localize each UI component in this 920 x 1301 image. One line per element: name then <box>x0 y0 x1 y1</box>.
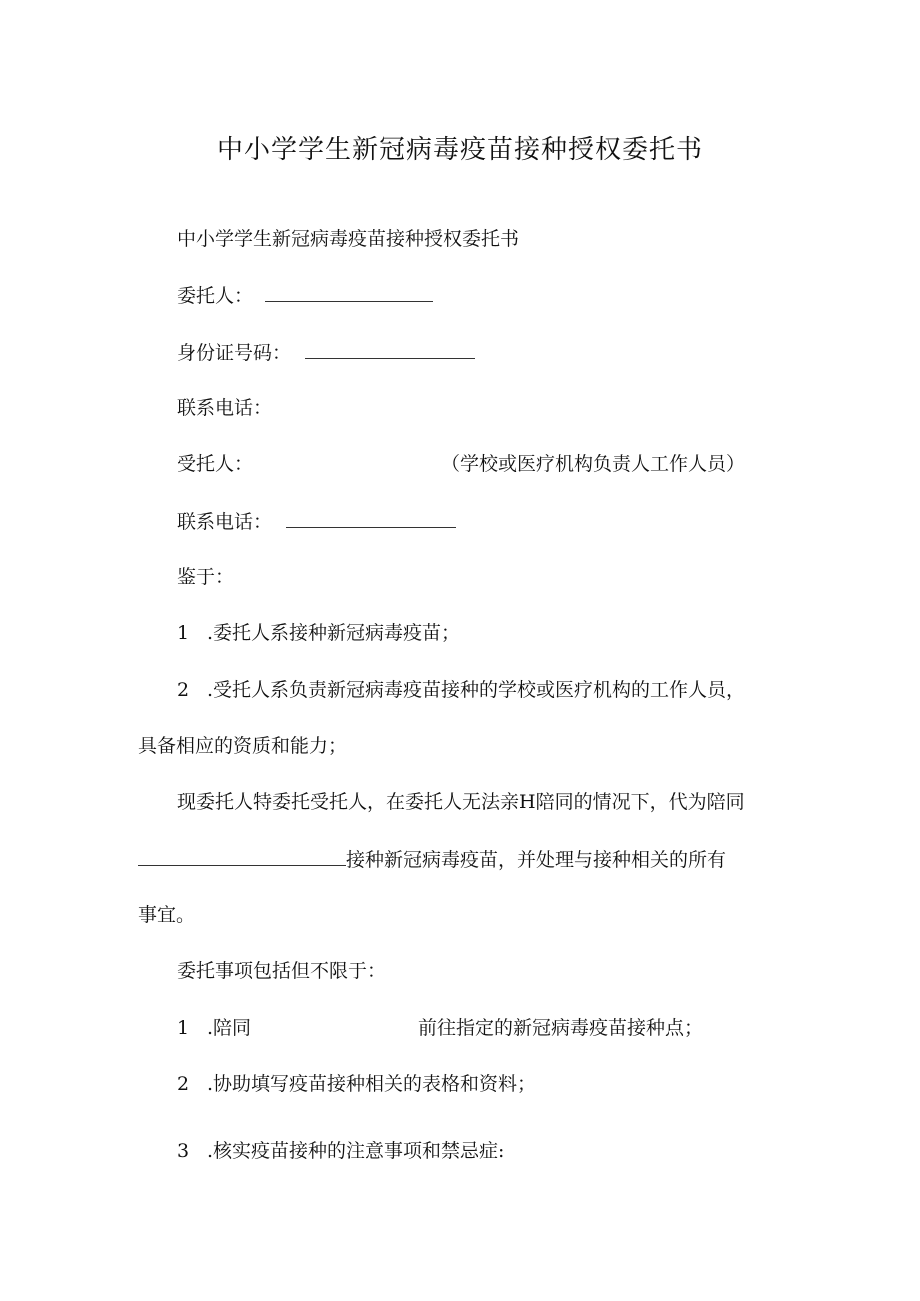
matter-item-1 <box>177 1016 251 1040</box>
student-name-blank[interactable] <box>138 847 346 866</box>
agent-note: （学校或医疗机构负责人工作人员） <box>441 453 746 475</box>
body-line-1: 现委托人特委托受托人，在委托人无法亲H陪同的情况下，代为陪同 <box>177 791 745 813</box>
matter-item-2 <box>177 1072 536 1096</box>
whereas-item-2 <box>177 678 745 702</box>
id-blank[interactable] <box>305 340 475 359</box>
whereas-label: 鉴于： <box>177 566 235 588</box>
body-line-2: 接种新冠病毒疫苗，并处理与接种相关的所有 <box>346 849 727 871</box>
whereas-item-2-continuation: 具备相应的资质和能力； <box>138 735 348 757</box>
id-row <box>177 340 475 365</box>
principal-row <box>177 283 433 308</box>
phone-row-2 <box>177 509 456 534</box>
body-line-2-row <box>138 847 726 872</box>
phone-blank-2[interactable] <box>286 509 456 528</box>
matter-item-2-text: .协助填写疫苗接种相关的表格和资料； <box>207 1073 537 1095</box>
whereas-item-1-number: 1 <box>177 622 190 644</box>
document-title: 中小学学生新冠病毒疫苗接种授权委托书 <box>216 135 703 165</box>
body-line-3: 事宜。 <box>138 904 196 926</box>
phone-label-1: 联系电话： <box>177 397 273 419</box>
matter-item-1-text-a: .陪同 <box>207 1017 252 1039</box>
whereas-item-1 <box>177 621 460 645</box>
matter-item-2-number: 2 <box>177 1073 190 1095</box>
phone-row-1 <box>177 396 272 420</box>
whereas-item-2-text: .受托人系负责新冠病毒疫苗接种的学校或医疗机构的工作人员， <box>207 679 746 701</box>
document-subtitle: 中小学学生新冠病毒疫苗接种授权委托书 <box>177 228 520 250</box>
principal-blank[interactable] <box>265 283 433 302</box>
agent-label: 受托人： <box>177 453 254 475</box>
matter-item-3-number: 3 <box>177 1140 190 1162</box>
phone-label-2: 联系电话： <box>177 511 273 533</box>
matter-item-3-text: .核实疫苗接种的注意事项和禁忌症: <box>207 1140 505 1162</box>
whereas-item-1-text: .委托人系接种新冠病毒疫苗； <box>207 622 461 644</box>
id-label: 身份证号码： <box>177 342 292 364</box>
matter-item-3 <box>177 1139 504 1163</box>
principal-label: 委托人： <box>177 285 254 307</box>
whereas-item-2-number: 2 <box>177 679 190 701</box>
matter-item-1-text-b: 前往指定的新冠病毒疫苗接种点； <box>418 1017 704 1039</box>
matters-label: 委托事项包括但不限于： <box>177 960 387 982</box>
matter-item-1-number: 1 <box>177 1017 190 1039</box>
